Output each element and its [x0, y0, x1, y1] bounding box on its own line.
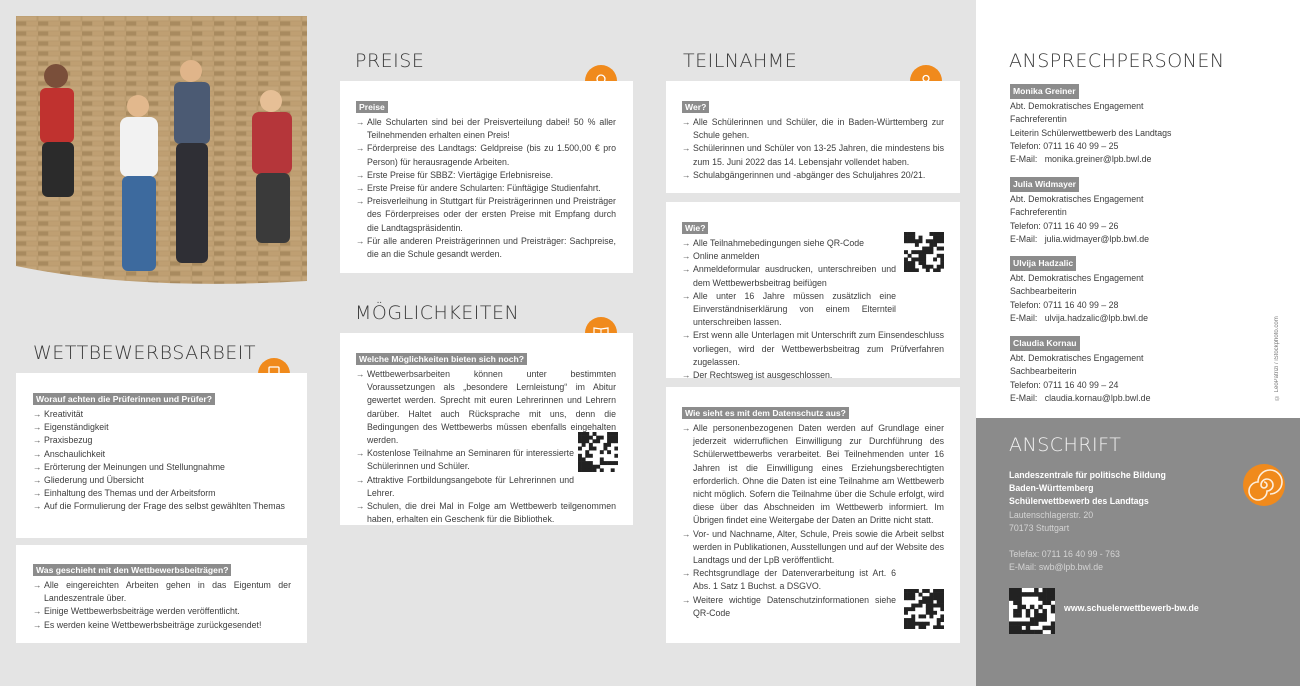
wer-item: → Schülerinnen und Schüler von 13-25 Jahren, die mindestens bis zum 15. Juni 2022 das 14. Lebensjahr vollendet haben.: [682, 142, 944, 168]
contact-line: Leiterin Schülerwettbewerb des Landtags: [1010, 127, 1172, 138]
wie-card: [666, 202, 960, 381]
wer-item: → Alle Schülerinnen und Schüler, die in Baden-Württemberg zur Schule gehen.: [682, 116, 944, 142]
contact-person: [1010, 336, 1280, 405]
contact-name: Julia Widmayer: [1010, 177, 1079, 192]
preise-list: [356, 116, 616, 261]
wie-item: → Alle Teilnahmebedingungen siehe QR-Code: [682, 237, 896, 250]
preise-card: [340, 81, 633, 273]
contact-line: Telefon: 0711 16 40 99 – 25: [1010, 140, 1119, 151]
street: Lautenschlagerstr. 20: [1009, 509, 1094, 520]
students-photo-illustration: [16, 16, 307, 326]
fax: Telefax: 0711 16 40 99 - 763: [1009, 549, 1120, 560]
contact-line: Fachreferentin: [1010, 207, 1067, 218]
moeglichkeiten-item: → Wettbewerbsarbeiten können unter bestimmten Voraussetzungen als „besondere Lernleistung“ im Abitur gewertet werden. Sprecht mit euren Lehrerinnen und Lehrern darüber. Haltet auch Rücksprache mit uns, denn die Bedingungen des Wettbewerbs müssen ebenfalls eingehalten werden.: [356, 368, 616, 447]
org-name-1: Landeszentrale für politische Bildung: [1009, 470, 1166, 480]
preise-item: → Für alle anderen Preisträgerinnen und Preisträger: Sachpreise, die an die Schule gesandt werden.: [356, 235, 616, 261]
moeglichkeiten-qr-code[interactable]: [578, 432, 618, 472]
preise-item: → Alle Schularten sind bei der Preisverteilung dabei! 50 % aller Teilnehmenden erhalten einen Preis!: [356, 116, 616, 142]
criteria-list: [33, 408, 291, 514]
wie-item: → Online anmelden: [682, 250, 896, 263]
anschrift-title: ANSCHRIFT: [1009, 434, 1122, 456]
ansprechpersonen-title: ANSPRECHPERSONEN: [1009, 50, 1225, 72]
datenschutz-tag: Wie sieht es mit dem Datenschutz aus?: [682, 407, 849, 419]
datenschutz-item: → Rechtsgrundlage der Datenverarbeitung ist Art. 6 Abs. 1 Satz 1 Buchst. a DSGVO.: [682, 567, 896, 593]
submissions-tag: Was geschieht mit den Wettbewerbsbeiträgen?: [33, 564, 231, 576]
preise-item: → Förderpreise des Landtags: Geldpreise (bis zu 1.500,00 € pro Person) für herausragende Arbeiten.: [356, 142, 616, 168]
moeglichkeiten-item: → Kostenlose Teilnahme an Seminaren für interessierte Schülerinnen und Schüler.: [356, 447, 574, 473]
contact-line: Sachbearbeiterin: [1010, 286, 1077, 297]
datenschutz-item: → Weitere wichtige Datenschutzinformationen siehe QR-Code: [682, 594, 896, 620]
moeglichkeiten-list: [356, 368, 616, 526]
moeglichkeiten-card: [340, 333, 633, 525]
submissions-item: → Alle eingereichten Arbeiten gehen in das Eigentum der Landeszentrale über.: [33, 579, 291, 605]
contact-line[interactable]: E-Mail: julia.widmayer@lpb.bwl.de: [1010, 233, 1149, 244]
moeglichkeiten-item: → Attraktive Fortbildungsangebote für Lehrerinnen und Lehrer.: [356, 474, 574, 500]
address-email[interactable]: E-Mail: swb@lpb.bwl.de: [1009, 562, 1103, 573]
org-name-3: Schülerwettbewerb des Landtags: [1009, 496, 1149, 507]
wie-item: → Anmeldeformular ausdrucken, unterschreiben und dem Wettbewerbsbeitrag beifügen: [682, 263, 896, 289]
contact-line[interactable]: E-Mail: claudia.kornau@lpb.bwl.de: [1010, 392, 1151, 403]
wie-item: → Alle unter 16 Jahre müssen zusätzlich eine Einverständniserklärung von einem Elternteil unterschreiben lassen.: [682, 290, 896, 330]
contact-line[interactable]: E-Mail: monika.greiner@lpb.bwl.de: [1010, 154, 1152, 165]
wer-card: [666, 81, 960, 193]
submissions-item: → Es werden keine Wettbewerbsbeiträge zurückgesendet!: [33, 619, 291, 632]
datenschutz-qr-code[interactable]: [904, 589, 944, 629]
contact-line: Telefon: 0711 16 40 99 – 24: [1010, 379, 1119, 390]
criteria-item: → Praxisbezug: [33, 434, 291, 447]
contact-line: Fachreferentin: [1010, 114, 1067, 125]
wer-item: → Schulabgängerinnen und -abgänger des Schuljahres 20/21.: [682, 169, 944, 182]
contact-name: Monika Greiner: [1010, 84, 1079, 99]
preise-tag: Preise: [356, 101, 388, 113]
contact-line: Sachbearbeiterin: [1010, 366, 1077, 377]
contact-line: Abt. Demokratisches Engagement: [1010, 194, 1144, 205]
website-link[interactable]: www.schuelerwettbewerb-bw.de: [1064, 603, 1199, 613]
criteria-item: → Erörterung der Meinungen und Stellungnahme: [33, 461, 291, 474]
criteria-tag: Worauf achten die Prüferinnen und Prüfer?: [33, 393, 215, 405]
criteria-card: [16, 373, 307, 538]
contact-line[interactable]: E-Mail: ulvija.hadzalic@lpb.bwl.de: [1010, 312, 1149, 323]
photo-credit: © LeoPatrizi / iStockphoto.com: [1274, 316, 1280, 400]
criteria-item: → Eigenständigkeit: [33, 421, 291, 434]
wie-qr-code[interactable]: [904, 232, 944, 272]
wettbewerbsarbeit-title: WETTBEWERBSARBEIT: [33, 342, 256, 364]
datenschutz-item: → Alle personenbezogenen Daten werden auf Grundlage einer jederzeit widerruflichen Einwilligung zur Durchführung des Schülerwettbewerbs verarbeitet. Bei Teilnehmenden unter 16 Jahren ist die Einwilligung eines Erziehungsberechtigten erforderlich. Ohne die Daten ist eine Teilnahme am Wettbewerb nicht möglich. Sofern die Teilnahme über die Schule erfolgt, wird diese über das Abschneiden im Wettbewerb informiert. Im Übrigen findet eine Weitergabe der Daten an Dritte nicht statt.: [682, 422, 944, 528]
wie-item: → Der Rechtsweg ist ausgeschlossen.: [682, 369, 944, 382]
moeglichkeiten-title: MÖGLICHKEITEN: [355, 302, 520, 324]
criteria-item: → Kreativität: [33, 408, 291, 421]
moeglichkeiten-tag: Welche Möglichkeiten bieten sich noch?: [356, 353, 527, 365]
contact-person: [1010, 84, 1280, 166]
preise-title: PREISE: [355, 50, 425, 72]
criteria-item: → Gliederung und Übersicht: [33, 474, 291, 487]
website-qr-code[interactable]: [1009, 588, 1055, 634]
submissions-list: [33, 579, 291, 632]
city: 70173 Stuttgart: [1009, 522, 1070, 533]
contact-line: Telefon: 0711 16 40 99 – 28: [1010, 299, 1119, 310]
teilnahme-title: TEILNAHME: [683, 50, 798, 72]
contact-line: Abt. Demokratisches Engagement: [1010, 353, 1144, 364]
spiral-logo-icon: [1242, 463, 1286, 507]
contact-name: Ulvija Hadzalic: [1010, 256, 1076, 271]
wie-item: → Erst wenn alle Unterlagen mit Unterschrift zum Einsendeschluss vorliegen, wird der Wettbewerbsbeitrag zum Prüfverfahren zugelassen.: [682, 329, 944, 369]
students-photo: [16, 16, 307, 326]
criteria-item: → Auf die Formulierung der Frage des selbst gewählten Themas: [33, 500, 291, 513]
address-block: [1009, 469, 1166, 574]
contact-line: Abt. Demokratisches Engagement: [1010, 101, 1144, 112]
datenschutz-item: → Vor- und Nachname, Alter, Schule, Preis sowie die Arbeit selbst werden in Publikationen, Ausstellungen und auf der Website des Landtags und der LpB veröffentlicht.: [682, 528, 944, 568]
preise-item: → Erste Preise für SBBZ: Viertägige Erlebnisreise.: [356, 169, 616, 182]
preise-item: → Preisverleihung in Stuttgart für Preisträgerinnen und Preisträger des Förderpreises oder der ersten Preise mit Empfang durch die Landtagspräsidentin.: [356, 195, 616, 235]
wer-list: [682, 116, 944, 182]
criteria-item: → Einhaltung des Themas und der Arbeitsform: [33, 487, 291, 500]
contact-person: [1010, 177, 1280, 246]
contact-line: Abt. Demokratisches Engagement: [1010, 273, 1144, 284]
submissions-item: → Einige Wettbewerbsbeiträge werden veröffentlicht.: [33, 605, 291, 618]
preise-item: → Erste Preise für andere Schularten: Fünftägige Studienfahrt.: [356, 182, 616, 195]
moeglichkeiten-item: → Schulen, die drei Mal in Folge am Wettbewerb teilgenommen haben, erhalten ein Geschenk für die Bibliothek.: [356, 500, 616, 526]
wie-tag: Wie?: [682, 222, 708, 234]
org-name-2: Baden-Württemberg: [1009, 483, 1094, 494]
contact-line: Telefon: 0711 16 40 99 – 26: [1010, 220, 1119, 231]
contact-person: [1010, 256, 1280, 325]
wer-tag: Wer?: [682, 101, 709, 113]
submissions-card: [16, 545, 307, 643]
contact-name: Claudia Kornau: [1010, 336, 1080, 351]
criteria-item: → Anschaulichkeit: [33, 448, 291, 461]
